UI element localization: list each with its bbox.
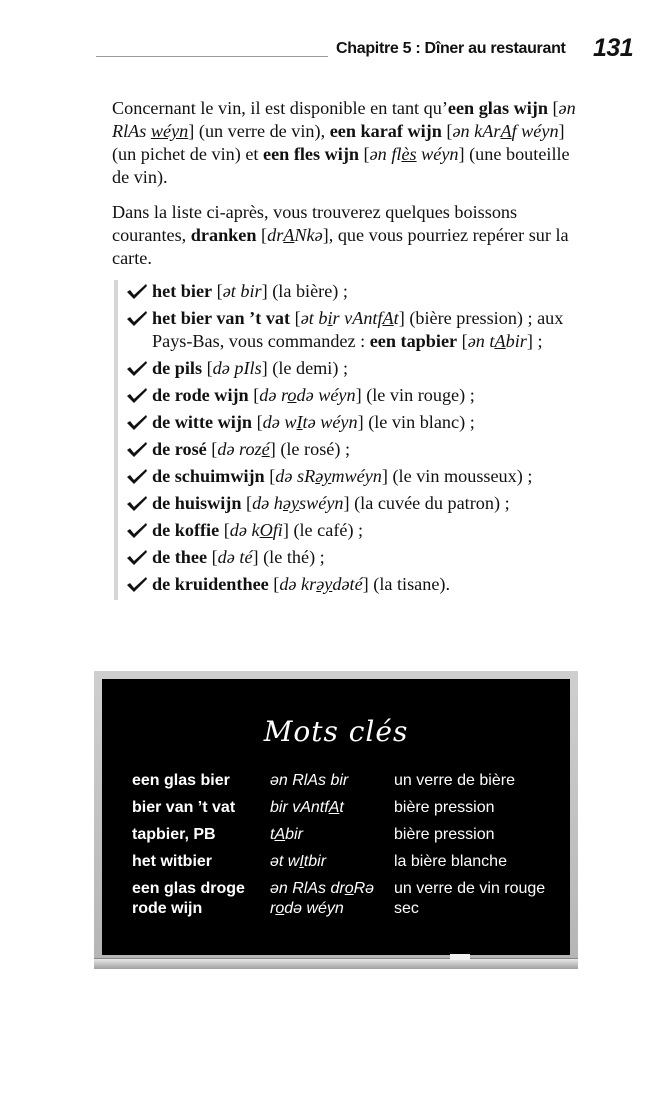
body-text-run: ] (le demi) ; xyxy=(261,358,349,378)
vocab-row xyxy=(132,771,564,798)
vocab-pronunciation xyxy=(270,879,394,926)
checkmark-icon xyxy=(126,309,148,327)
body-text-run: Concernant le vin, il est disponible en tant qu’ xyxy=(112,98,448,118)
vocab-pronunciation-run: t xyxy=(339,799,344,816)
vocab-meaning: bière pression xyxy=(394,826,495,843)
checkmark-icon xyxy=(126,548,148,566)
body-text-run: [ xyxy=(359,144,370,164)
term-bold: de rosé xyxy=(152,439,207,459)
paragraph-text xyxy=(112,97,582,189)
checkmark-icon xyxy=(126,359,148,377)
vocab-pronunciation-run: A xyxy=(328,799,340,816)
chalkboard-tray xyxy=(94,958,578,969)
vocab-pronunciation-run: Rə r xyxy=(270,880,375,917)
list-item xyxy=(126,492,596,515)
term-bold: de thee xyxy=(152,547,208,567)
term-bold: het bier xyxy=(152,281,213,301)
vocab-meaning: un verre de bière xyxy=(394,772,515,789)
header-rule xyxy=(96,56,328,57)
vocab-pronunciation-run: o xyxy=(344,880,354,897)
pronunciation-text: r vAntf xyxy=(332,308,383,328)
body-text-run: ] (la bière) ; xyxy=(261,281,348,301)
body-text-run: [ xyxy=(252,412,263,432)
pronunciation-text: dəté xyxy=(332,574,363,594)
pronunciation-text: əy xyxy=(282,493,300,513)
term-bold: het bier van ’t vat xyxy=(152,308,291,328)
list-item xyxy=(126,546,596,569)
list-item xyxy=(126,307,596,353)
drinks-list xyxy=(114,280,596,600)
vocab-pronunciation-run: bir xyxy=(285,826,303,843)
body-text-run: [ xyxy=(547,98,559,118)
vocab-row xyxy=(132,798,564,825)
paragraph-wine xyxy=(112,97,582,189)
pronunciation-text: də h xyxy=(252,493,283,513)
pronunciation-text: ès xyxy=(401,144,417,164)
body-text-run: ] (le vin rouge) ; xyxy=(355,385,475,405)
vocab-row xyxy=(132,825,564,852)
vocab-pronunciation-run: A xyxy=(274,826,286,843)
vocab-pronunciation-run: o xyxy=(275,900,285,917)
vocab-pronunciation-run: tbir xyxy=(303,853,327,870)
paragraph-drinks-intro xyxy=(112,201,582,270)
vocab-pronunciation xyxy=(270,852,394,879)
vocab-word xyxy=(132,798,270,825)
body-text-run: [ xyxy=(219,520,230,540)
pronunciation-text: ən RlAs xyxy=(112,98,576,141)
list-item xyxy=(126,519,596,542)
checkmark-icon xyxy=(126,494,148,512)
vocab-word-run: een glas bier xyxy=(132,772,230,789)
pronunciation-text: A xyxy=(494,331,506,351)
checkmark-icon xyxy=(126,386,148,404)
body-text-run: [ xyxy=(241,493,253,513)
pronunciation-text: də té xyxy=(217,547,253,567)
pronunciation-text: də sR xyxy=(275,466,316,486)
chalkboard-surface xyxy=(102,679,570,955)
body-text-run: ] (le vin mousseux) ; xyxy=(381,466,533,486)
keywords-chalkboard xyxy=(94,671,578,969)
term-bold: dranken xyxy=(190,225,257,245)
pronunciation-text: O xyxy=(259,520,273,540)
pronunciation-text: ən t xyxy=(467,331,495,351)
vocab-word xyxy=(132,879,270,926)
term-bold: een karaf wijn xyxy=(329,121,442,141)
pronunciation-text: əy xyxy=(316,574,333,594)
pronunciation-text: t xyxy=(393,308,399,328)
list-item xyxy=(126,384,596,407)
pronunciation-text: wéyn xyxy=(416,144,459,164)
vocab-pronunciation-run: ət w xyxy=(270,853,300,870)
pronunciation-text: fi xyxy=(272,520,283,540)
body-text-run: [ xyxy=(264,466,276,486)
pronunciation-text: ən fl xyxy=(369,144,402,164)
list-item xyxy=(126,465,596,488)
vocab-pronunciation-run: də wéyn xyxy=(284,900,344,917)
vocab-meaning: un verre de vin rouge sec xyxy=(394,880,546,917)
vocab-pronunciation-run: I xyxy=(299,853,304,870)
term-bold: de pils xyxy=(152,358,203,378)
body-text-run: [ xyxy=(256,225,268,245)
list-item xyxy=(126,438,596,461)
body-text-run: [ xyxy=(212,281,223,301)
pronunciation-text: ət bir xyxy=(222,281,262,301)
pronunciation-text: ət b xyxy=(300,308,328,328)
body-text-run: [ xyxy=(206,439,218,459)
list-item xyxy=(126,280,596,303)
body-text-run: [ xyxy=(457,331,468,351)
vocab-word xyxy=(132,852,270,879)
pronunciation-text: də wéyn xyxy=(296,385,356,405)
pronunciation-text: A xyxy=(283,225,295,245)
vocab-word xyxy=(132,825,270,852)
running-header xyxy=(96,34,640,64)
vocab-table xyxy=(132,771,564,926)
pronunciation-text: i xyxy=(327,308,333,328)
term-bold: de schuimwijn xyxy=(152,466,265,486)
pronunciation-text: swéyn xyxy=(299,493,344,513)
body-text-run: Dans la liste ci-après, vous trouverez quelques boissons courantes, xyxy=(112,202,518,245)
body-text-run: ] (la cuvée du patron) ; xyxy=(343,493,510,513)
term-bold: een tapbier xyxy=(369,331,458,351)
term-bold: de witte wijn xyxy=(152,412,253,432)
checkmark-icon xyxy=(126,467,148,485)
vocab-word-run: een glas droge rode wijn xyxy=(132,880,245,917)
body-text-run: [ xyxy=(268,574,280,594)
pronunciation-text: ən kAr xyxy=(452,121,501,141)
body-text-run: ] (une bouteille de vin). xyxy=(112,144,570,187)
list-item xyxy=(126,357,596,380)
term-bold: de rode wijn xyxy=(152,385,249,405)
vocab-pronunciation xyxy=(270,771,394,798)
pronunciation-text: tə wéyn xyxy=(302,412,358,432)
pronunciation-text: də r xyxy=(259,385,288,405)
body-text-run: ] (un pichet de vin) et xyxy=(112,121,565,164)
vocab-pronunciation-run: bir vAntf xyxy=(270,799,329,816)
body-text-run: ] (bière pression) ; aux Pays-Bas, vous commandez : xyxy=(152,308,564,351)
vocab-meaning: bière pression xyxy=(394,799,495,816)
vocab-pronunciation xyxy=(270,798,394,825)
vocab-word xyxy=(132,771,270,798)
term-bold: de koffie xyxy=(152,520,220,540)
term-bold: een glas wijn xyxy=(447,98,548,118)
term-bold: de kruidenthee xyxy=(152,574,269,594)
checkmark-icon xyxy=(126,521,148,539)
term-bold: de huiswijn xyxy=(152,493,242,513)
pronunciation-text: mwéyn xyxy=(331,466,382,486)
body-text-run: ] (le rosé) ; xyxy=(269,439,351,459)
pronunciation-text: f wéyn xyxy=(511,121,559,141)
chapter-title: Chapitre 5 : Dîner au restaurant xyxy=(336,40,566,57)
page-number: 131 xyxy=(593,34,634,62)
vocab-pronunciation-run: ən RlAs bir xyxy=(270,772,349,789)
pronunciation-text: A xyxy=(382,308,394,328)
chalk-piece xyxy=(450,954,470,960)
body-text-run: [ xyxy=(441,121,453,141)
paragraph-text xyxy=(112,201,582,270)
vocab-pronunciation xyxy=(270,825,394,852)
vocab-word-run: het witbier xyxy=(132,853,213,870)
body-text-run: [ xyxy=(248,385,260,405)
pronunciation-text: də roz xyxy=(217,439,262,459)
body-text-run: ] (le café) ; xyxy=(282,520,364,540)
pronunciation-text: əy xyxy=(315,466,332,486)
checkmark-icon xyxy=(126,440,148,458)
checkmark-icon xyxy=(126,413,148,431)
body-text-run: [ xyxy=(202,358,213,378)
pronunciation-text: o xyxy=(287,385,297,405)
vocab-pronunciation-run: t xyxy=(270,826,275,843)
pronunciation-text: é xyxy=(261,439,270,459)
checkmark-icon xyxy=(126,575,148,593)
list-item xyxy=(126,573,596,596)
vocab-meaning: la bière blanche xyxy=(394,853,507,870)
body-text-run: ] (le vin blanc) ; xyxy=(357,412,475,432)
body-text-run: ] (la tisane). xyxy=(362,574,451,594)
body-text-run: ], que vous pourriez repérer sur la carte. xyxy=(112,225,569,268)
pronunciation-text: də k xyxy=(229,520,260,540)
vocab-row xyxy=(132,879,564,926)
checkmark-icon xyxy=(126,282,148,300)
pronunciation-text: Nkə xyxy=(294,225,323,245)
vocab-word-run: tapbier, PB xyxy=(132,826,216,843)
body-text-run: ] (le thé) ; xyxy=(252,547,325,567)
vocab-word-run: bier van ’t vat xyxy=(132,799,236,816)
vocab-pronunciation-run: ən RlAs dr xyxy=(270,880,345,897)
pronunciation-text: A xyxy=(500,121,512,141)
body-text-run: ] (un verre de vin), xyxy=(188,121,330,141)
body-text-run: [ xyxy=(207,547,218,567)
body-text-run: ] ; xyxy=(526,331,543,351)
vocab-row xyxy=(132,852,564,879)
pronunciation-text: I xyxy=(296,412,303,432)
pronunciation-text: də pIls xyxy=(212,358,262,378)
pronunciation-text: də kr xyxy=(279,574,317,594)
body-text-run: [ xyxy=(290,308,301,328)
pronunciation-text: bir xyxy=(505,331,527,351)
pronunciation-text: wéyn xyxy=(150,121,189,141)
pronunciation-text: dr xyxy=(267,225,284,245)
chalkboard-title: Mots clés xyxy=(263,715,409,748)
pronunciation-text: də w xyxy=(262,412,297,432)
list-item xyxy=(126,411,596,434)
term-bold: een fles wijn xyxy=(263,144,359,164)
